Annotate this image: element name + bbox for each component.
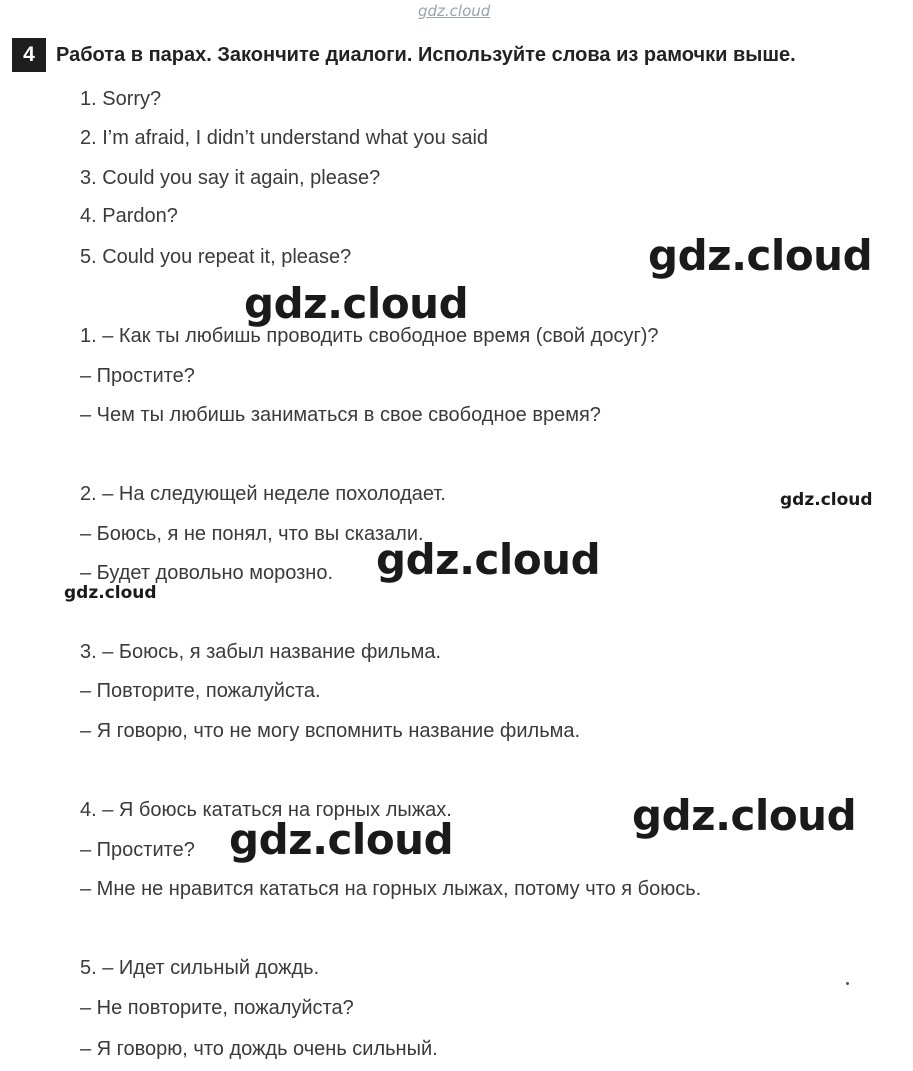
watermark-top: gdz.cloud: [418, 2, 491, 20]
task-header: [12, 38, 796, 72]
dialog-line: – Боюсь, я не понял, что вы сказали.: [80, 523, 424, 545]
dialog-line: 4. – Я боюсь кататься на горных лыжах.: [80, 799, 452, 821]
dialog-line: 5. – Идет сильный дождь.: [80, 957, 320, 979]
dialog-line: – Чем ты любишь заниматься в свое свободное время?: [80, 404, 601, 426]
dialog-line: 2. – На следующей неделе похолодает.: [80, 483, 446, 505]
watermark: gdz.cloud: [780, 490, 873, 510]
watermark: gdz.cloud: [632, 791, 857, 840]
dialog-line: – Я говорю, что не могу вспомнить название фильма.: [80, 720, 581, 742]
phrase-item: 1. Sorry?: [80, 88, 162, 110]
dialog-line: – Я говорю, что дождь очень сильный.: [80, 1038, 438, 1060]
phrase-item: 3. Could you say it again, please?: [80, 167, 381, 189]
dialog-line: – Мне не нравится кататься на горных лыжах, потому что я боюсь.: [80, 878, 702, 900]
task-title: Работа в парах. Закончите диалоги. Используйте слова из рамочки выше.: [56, 43, 796, 66]
stray-dot: [846, 982, 849, 985]
watermark: gdz.cloud: [648, 231, 873, 280]
dialog-line: 1. – Как ты любишь проводить свободное время (свой досуг)?: [80, 325, 659, 347]
phrase-item: 4. Pardon?: [80, 205, 178, 227]
dialog-line: 3. – Боюсь, я забыл название фильма.: [80, 641, 442, 663]
watermark: gdz.cloud: [229, 815, 454, 864]
dialog-line: – Простите?: [80, 839, 195, 861]
task-number-badge: 4: [12, 38, 46, 72]
dialog-line: – Простите?: [80, 365, 195, 387]
watermark: gdz.cloud: [376, 535, 601, 584]
dialog-line: – Повторите, пожалуйста.: [80, 680, 321, 702]
dialog-line: – Будет довольно морозно.: [80, 562, 334, 584]
watermark: gdz.cloud: [244, 279, 469, 328]
watermark: gdz.cloud: [64, 583, 157, 603]
dialog-line: – Не повторите, пожалуйста?: [80, 997, 354, 1019]
phrase-item: 5. Could you repeat it, please?: [80, 246, 352, 268]
phrase-item: 2. I’m afraid, I didn’t understand what you said: [80, 127, 489, 149]
